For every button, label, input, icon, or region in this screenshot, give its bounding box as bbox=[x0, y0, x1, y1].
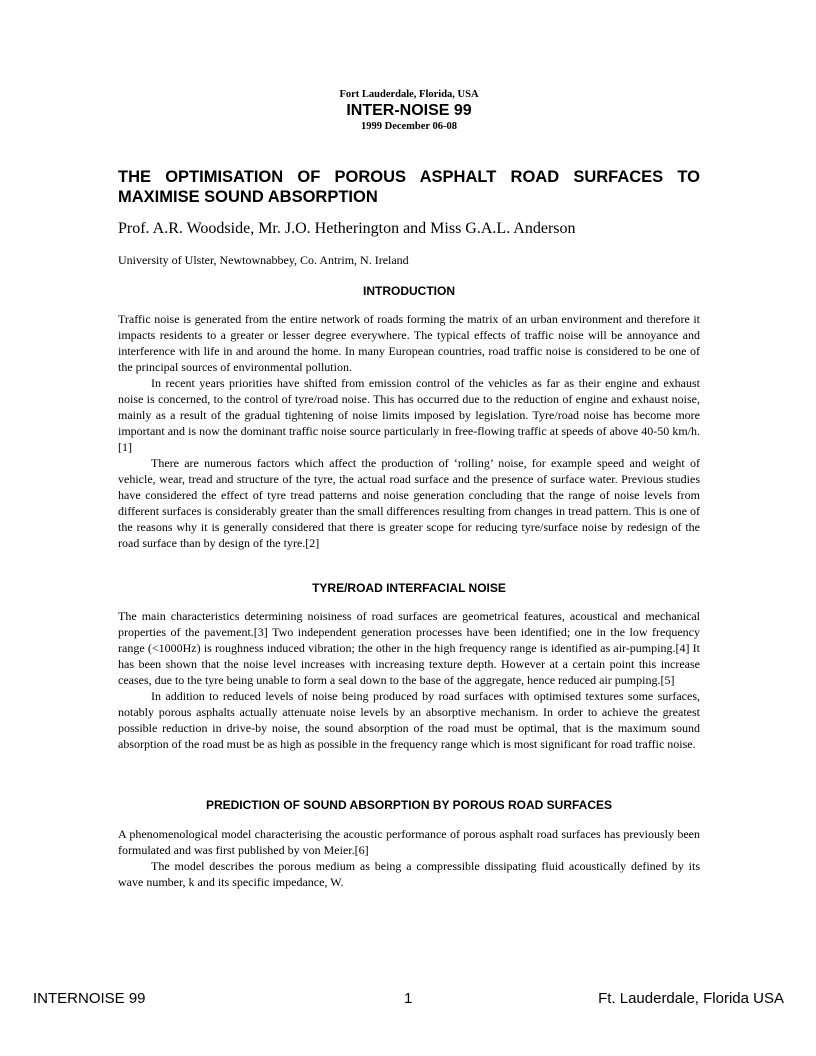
section-heading-tyre-road-noise: TYRE/ROAD INTERFACIAL NOISE bbox=[312, 581, 506, 595]
paper-authors: Prof. A.R. Woodside, Mr. J.O. Hetherington and Miss G.A.L. Anderson bbox=[118, 220, 576, 237]
conference-location: Fort Lauderdale, Florida, USA bbox=[339, 89, 479, 100]
footer-page-number: 1 bbox=[404, 990, 413, 1007]
paragraph: In recent years priorities have shifted from emission control of the vehicles as far as their engine and exhaust noise is concerned, to the control of tyre/road noise. This has occurred due to the reduction of engine and exhaust noise, mainly as a result of the gradual tightening of noise limits imposed by legislation. Tyre/road noise has become more important and is now the dominant traffic noise source particularly in free-flowing traffic at speeds of above 40-50 km/h.[1] bbox=[118, 376, 700, 454]
section-body-prediction bbox=[118, 826, 700, 890]
footer-conference: INTERNOISE 99 bbox=[33, 990, 146, 1007]
conference-date: 1999 December 06-08 bbox=[360, 121, 458, 132]
paper-affiliation: University of Ulster, Newtownabbey, Co. Antrim, N. Ireland bbox=[118, 253, 409, 267]
conference-header bbox=[118, 88, 700, 134]
footer-location: Ft. Lauderdale, Florida USA bbox=[598, 990, 784, 1007]
paragraph: The model describes the porous medium as being a compressible dissipating fluid acoustically defined by its wave number, k and its specific impedance, W. bbox=[118, 859, 700, 889]
conference-name: INTER-NOISE 99 bbox=[346, 102, 472, 119]
section-heading-prediction: PREDICTION OF SOUND ABSORPTION BY POROUS ROAD SURFACES bbox=[205, 798, 613, 812]
paragraph: The main characteristics determining noisiness of road surfaces are geometrical features, acoustical and mechanical properties of the pavement.[3] Two independent generation processes have been identified; one in the low frequency range (<1000Hz) is roughness induced vibration; the other in the high frequency range is identified as air-pumping.[4] It has been shown that the noise level increases with increasing texture depth. However at a certain point this increase ceases, due to the tyre being unable to form a seal down to the base of the aggregate, hence reduced air pumping.[5] bbox=[118, 609, 700, 687]
paragraph: In addition to reduced levels of noise being produced by road surfaces with optimised textures some surfaces, notably porous asphalts actually attenuate noise levels by an absorptive mechanism. In order to achieve the greatest possible reduction in drive-by noise, the sound absorption of the road must be optimal, that is the maximum sound absorption of the road must be as high as possible in the frequency range which is most significant for road traffic noise. bbox=[118, 689, 700, 751]
section-body-tyre-road-noise bbox=[118, 608, 700, 752]
paragraph: A phenomenological model characterising the acoustic performance of porous asphalt road surfaces has previously been formulated and was first published by von Meier.[6] bbox=[118, 827, 700, 857]
section-heading-introduction: INTRODUCTION bbox=[363, 284, 455, 298]
section-body-introduction bbox=[118, 311, 700, 551]
paper-title: THE OPTIMISATION OF POROUS ASPHALT ROAD SURFACES TO MAXIMISE SOUND ABSORPTION bbox=[118, 168, 700, 206]
paragraph: Traffic noise is generated from the entire network of roads forming the matrix of an urban environment and therefore it impacts residents to a greater or lesser degree everywhere. The typical effects of traffic noise will be annoyance and interference with life in and around the home. In many European countries, road traffic noise is considered to be one of the principal sources of environmental pollution. bbox=[118, 312, 700, 374]
paragraph: There are numerous factors which affect the production of ‘rolling’ noise, for example speed and weight of vehicle, wear, tread and structure of the tyre, the actual road surface and the presence of surface water. Previous studies have considered the effect of tyre tread patterns and noise generation concluding that the range of noise levels from different surfaces is considerably greater than the small differences resulting from changes in tread pattern. This is one of the reasons why it is generally considered that there is greater scope for reducing tyre/surface noise by redesign of the road surface than by design of the tyre.[2] bbox=[118, 456, 700, 550]
